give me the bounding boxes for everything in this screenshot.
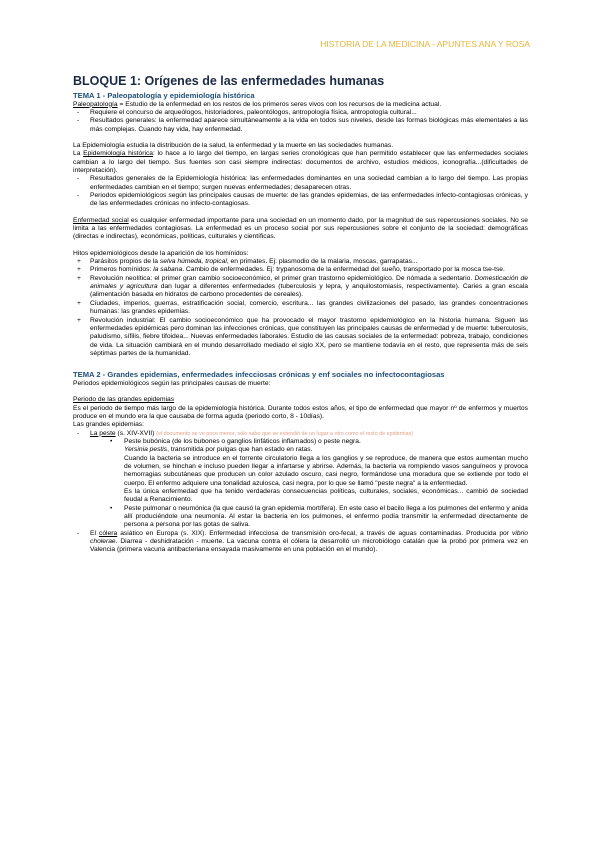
unica-text: Es la única enfermedad que ha tenido verdaderas consecuencias políticas, culturales, sociales, económicas... cambió de sociedad feudal a Renacimiento. (124, 487, 528, 504)
running-header: HISTORIA DE LA MEDICINA - APUNTES ANA Y ROSA (320, 39, 530, 49)
peste-note: (el documento se ve poco menor, sólo sabe que se extendió de un lugar a otro como el resto de epidemias) (156, 430, 413, 437)
list-item: + Parásitos propios de la selva húmeda, tropical, en primates. Ej: plasmodio de la malaria, moscas, garrapatas... (77, 258, 418, 266)
paleo-definition (73, 101, 528, 109)
list-item: + Ciudades, imperios, guerras, estratificación social, comercio, escritura... las grandes civilizaciones del pasado, las grandes concentraciones humanas: las grandes epidemias. (77, 299, 528, 316)
epi-list (73, 175, 528, 208)
epi-term: Epidemiología histórica (83, 150, 154, 158)
peste-sublist (90, 438, 528, 446)
bacteria-text: Cuando la bacteria se introduce en el torrente circulatorio llega a los ganglios y se reproduce, de manera que estos aumentan mucho de volumen, se hinchan e incluso pueden llegar a infartarse y abrirse. Además, la bacteria va rompiendo vasos sanguíneos y provoca hemorragias subcutáneas que producen un color azulado oscuro, casi negro, formándose una moradura que se extiende por todo el cuerpo. El enfermo adquiere una tonalidad azulosca, casi negra, por lo que se llamó "peste negra" a la enfermedad. (124, 454, 528, 487)
periodo-text: Es el periodo de tiempo más largo de la epidemiología histórica. Durante todos estos años, el tipo de enfermedad que mayor nº de enfermos y muertos produce en el mundo era la que causaba de forma aguda (periodo corto, 8 - 10días). (73, 404, 528, 420)
hitos-list (73, 258, 528, 358)
paleo-def-text: = Estudio de la enfermedad en los restos de los primeros seres vivos con los recursos de la medicina actual. (117, 100, 442, 108)
list-item-colera: - El cólera asiático en Europa (s. XIX). Enfermedad infecciosa de transmisión oro-fecal, a través de aguas contaminadas. Producida por vibrio cholerae. Diarrea - deshidratación - muerte. La vacuna contra el cólera la desarrolló un microbiólogo catalán que la probó por primera vez en Valencia (primera vacuna antibacteriana ensayada masivamente en una población en el mundo). (77, 529, 528, 554)
list-item: + Revolución neolítica: el primer gran cambio socioeconómico, el primer gran trastorno epidemiológico. De nómada a sedentario. Domesticación de animales y agricultura dan lugar a diferentes enfermedades (tuberculosis y lepra, y anquilostomiasis, respectivamente). Caries a gran escala (alimentación basada en hidratos de carbono procedentes de cereales). (77, 274, 529, 299)
list-item-peste: - La peste (s. XIV-XVII) (el documento se ve poco menor, sólo sabe que se extendió de un lugar a otro como el resto de epidemias) • Peste bubónica (de los bubones o ganglios linfáticos inflamados) o peste negra. Yersinia pestis, transmitida por pulgas que han estado en ratas. Cuando la bacteria se introduce en el torrente circulatorio llega a los ganglios y se reproduce, de manera que estos aumentan mucho de volumen, se hinchan e incluso pueden llegar a infartarse y abrirse. Además, la bacteria va rompiendo vasos sanguíneos y provoca hemorragias subcutáneas que producen un color azulado oscuro, casi negro, formándose una moradura que se extiende por todo el cuerpo. El enfermo adquiere una tonalidad azulosca, casi negra, por lo que se llamó "peste negra" a la enfermedad. Es la única enfermedad que ha tenido verdaderas consecuencias políticas, culturales, sociales, económicas... cambió de sociedad feudal a Renacimiento. • Peste pulmonar o neumónica (la que causó la gran epidemia mortífera). En este caso el bacilo llega a los pulmones del enfermo y anida allí produciéndole una neumonía. Al estar la bacteria en los pulmones, el enfermo podía transmitir la enfermedad directamente de persona a persona por las gotas de saliva. (77, 429, 528, 529)
epi-paragraph-2: La Epidemiología histórica: lo hace a lo largo del tiempo, en largas series cronológicas que han permitido establecer que las enfermedades sociales cambian a lo largo del tiempo. Sus fuentes son casi siempre indirectas: documentos de archivo, estudios médicos, iconografía...(dificultades de interpretación). (73, 150, 528, 174)
peste-sublist-2 (90, 505, 528, 530)
list-item: • Peste pulmonar o neumónica (la que causó la gran epidemia mortífera). En este caso el bacilo llega a los pulmones del enfermo y anida allí produciéndole una neumonía. Al estar la bacteria en los pulmones, el enfermo podía transmitir la enfermedad directamente de persona a persona por las gotas de saliva. (110, 504, 528, 529)
list-item: - Periodos epidemiológicos según las principales causas de muerte: de las grandes epidemias, de las enfermedades infecto-contagiosas crónicas, y de las enfermedades crónicas no infecto-contagiosas. (77, 192, 528, 208)
periodo-title: Periodo de las grandes epidemias (73, 396, 175, 404)
list-item: - Resultados generales: la enfermedad aparece simultáneamente a la vida en todos sus niveles, desde las formas biológicas más elementales a las más complejas. Cuando hay vida, hay enfermedad. (77, 117, 528, 133)
list-item: + Primeros homínidos: la sabana. Cambio de enfermedades. Ej: trypanosoma de la enfermedad del sueño, transportado por la mosca tse-tse. (77, 266, 505, 274)
yersinia-text: Yersinia pestis, transmitida por pulgas que han estado en ratas. (124, 446, 313, 454)
enf-term: Enfermedad social (73, 216, 129, 224)
paleo-list (73, 109, 528, 134)
epi-paragraph-1: La Epidemiología estudia la distribución de la salud, la enfermedad y la muerte en las sociedades humanas. (73, 141, 394, 149)
tema2-title: TEMA 2 - Grandes epidemias, enfermedades infecciosas crónicas y enf sociales no infectocontagiosas (73, 370, 445, 380)
paleo-term: Paleopatología (73, 100, 118, 108)
bloque-title: BLOQUE 1: Orígenes de las enfermedades humanas (73, 74, 385, 88)
hitos-title: Hitos epidemiológicos desde la aparición de los homínidos: (73, 249, 249, 257)
grandes-epidemias-label: Las grandes epidemias: (73, 421, 145, 429)
tema1-title: TEMA 1 - Paleopatología y epidemiología histórica (73, 91, 255, 100)
list-item: - Resultados generales de la Epidemiología histórica: las enfermedades dominantes en una sociedad cambian a lo largo del tiempo. Las propias enfermedades cambian en el tiempo; surgen nuevas enfermedades; desaparecen otras. (77, 175, 528, 191)
epidemias-list (73, 430, 528, 555)
list-item: + Revolución industrial: El cambio socioeconómico que ha provocado el mayor trastorno epidemiológico en la historia humana. Siguen las enfermedades epidémicas pero dominan las infecciones crónicas, que constituyen las principales causas de enfermedad y de muerte: tuberculosis, paludismo, sífilis, fiebre tifoidea... Nuevas enfermedades laborales. Estudio de las causas sociales de la enfermedad: pobreza, trabajo, condiciones de vida. La situación cambiará en el mundo desarrollado mediado el siglo XX, pero se mantiene todavía en el resto, que representa más de seis séptimas partes de la humanidad. (77, 316, 528, 357)
enfermedad-social-paragraph: Enfermedad social es cualquier enfermedad importante para una sociedad en un momento dado, por la magnitud de sus repercusiones sociales. No se limita a las enfermedades contagiosas. La enfermedad es un proceso social por sus repercusiones sobre el conjunto de la sociedad: demográficas (directas e indirectas), económicas, políticas, culturales y científicas. (73, 216, 528, 241)
list-item: - Requiere el concurso de arqueólogos, historiadores, paleontólogos, antropología física, antropología cultural... (77, 108, 417, 116)
document-body (73, 74, 528, 555)
list-item: • Peste bubónica (de los bubones o ganglios linfáticos inflamados) o peste negra. (110, 437, 361, 445)
tema2-subtitle: Periodos epidemiológicos según las principales causas de muerte: (73, 379, 271, 387)
